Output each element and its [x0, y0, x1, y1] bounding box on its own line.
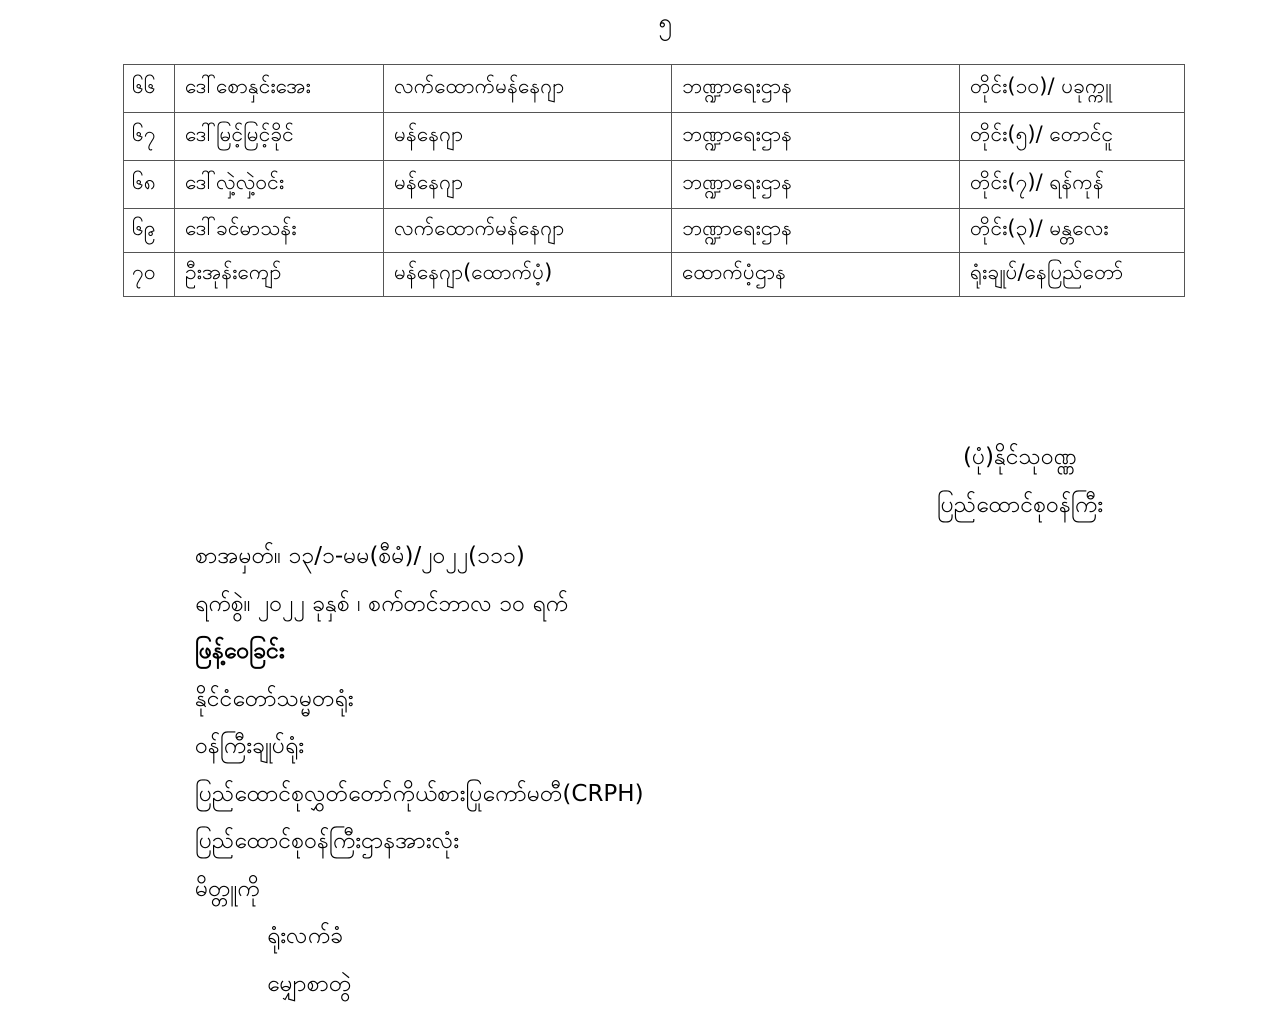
table-row [124, 209, 1185, 253]
staff-name: ဒေါ်ခင်မာသန်း [175, 209, 384, 253]
recipient-item: ပြည်ထောင်စုလွှတ်တော်ကိုယ်စားပြုကော်မတီ(CRPH) [195, 780, 644, 807]
staff-name: ဒေါ်မြင့်မြင့်ခိုင် [175, 113, 384, 161]
copy-item: မျှောစာတွဲ [267, 970, 352, 997]
staff-location: တိုင်း(၇)/ ရန်ကုန် [960, 161, 1185, 209]
staff-department: ဘဏ္ဍာရေးဌာန [672, 209, 960, 253]
letter-reference: စာအမှတ်။ ၁၃/၁-မမ(စီမံ)/၂၀၂၂(၁၁၁) [195, 543, 525, 569]
staff-location: တိုင်း(၃)/ မန္တလေး [960, 209, 1185, 253]
staff-department: ဘဏ္ဍာရေးဌာန [672, 113, 960, 161]
row-number: ၆၉ [124, 209, 175, 253]
recipient-item: ဝန်ကြီးချုပ်ရုံး [195, 733, 305, 759]
signatory-title: ပြည်ထောင်စုဝန်ကြီး [936, 492, 1104, 518]
staff-location: တိုင်း(၅)/ တောင်ငူ [960, 113, 1185, 161]
staff-list-table [123, 64, 1185, 297]
table-row [124, 65, 1185, 113]
signatory-name: (ပုံ)နိုင်သုဝဏ္ဏ [962, 444, 1078, 470]
recipient-item: နိုင်ငံတော်သမ္မတရုံး [195, 685, 354, 712]
recipient-item: ပြည်ထောင်စုဝန်ကြီးဌာနအားလုံး [195, 828, 460, 854]
staff-position: လက်ထောက်မန်နေဂျာ [384, 209, 672, 253]
row-number: ၆၇ [124, 113, 175, 161]
row-number: ၆၆ [124, 65, 175, 113]
copy-item: ရုံးလက်ခံ [267, 923, 344, 949]
row-number: ၆၈ [124, 161, 175, 209]
staff-position: မန်နေဂျာ [384, 161, 672, 209]
staff-position: လက်ထောက်မန်နေဂျာ [384, 65, 672, 113]
table-row [124, 161, 1185, 209]
staff-department: ဘဏ္ဍာရေးဌာန [672, 65, 960, 113]
distribution-heading: ဖြန့်ဝေခြင်း [195, 638, 285, 664]
copy-to-label: မိတ္တူကို [195, 875, 260, 902]
staff-name: ဒေါ်စောနှင်းအေး [175, 65, 384, 113]
staff-position: မန်နေဂျာ [384, 113, 672, 161]
staff-name: ဒေါ်လှဲ့လှဲ့ဝင်း [175, 161, 384, 209]
letter-date: ရက်စွဲ။ ၂၀၂၂ ခုနှစ် ၊ စက်တင်ဘာလ ၁၀ ရက် [195, 590, 569, 617]
row-number: ၇၀ [124, 253, 175, 297]
staff-department: ဘဏ္ဍာရေးဌာန [672, 161, 960, 209]
letter-details [195, 533, 644, 1008]
table-row [124, 253, 1185, 297]
staff-name: ဦးအုန်းကျော် [175, 253, 384, 297]
staff-location: ရုံးချုပ်/နေပြည်တော် [960, 253, 1185, 297]
page-number: ၅ [658, 8, 672, 36]
staff-location: တိုင်း(၁၀)/ ပခုက္ကူ [960, 65, 1185, 113]
staff-position: မန်နေဂျာ(ထောက်ပံ့) [384, 253, 672, 297]
staff-department: ထောက်ပံ့ဌာန [672, 253, 960, 297]
table-row [124, 113, 1185, 161]
